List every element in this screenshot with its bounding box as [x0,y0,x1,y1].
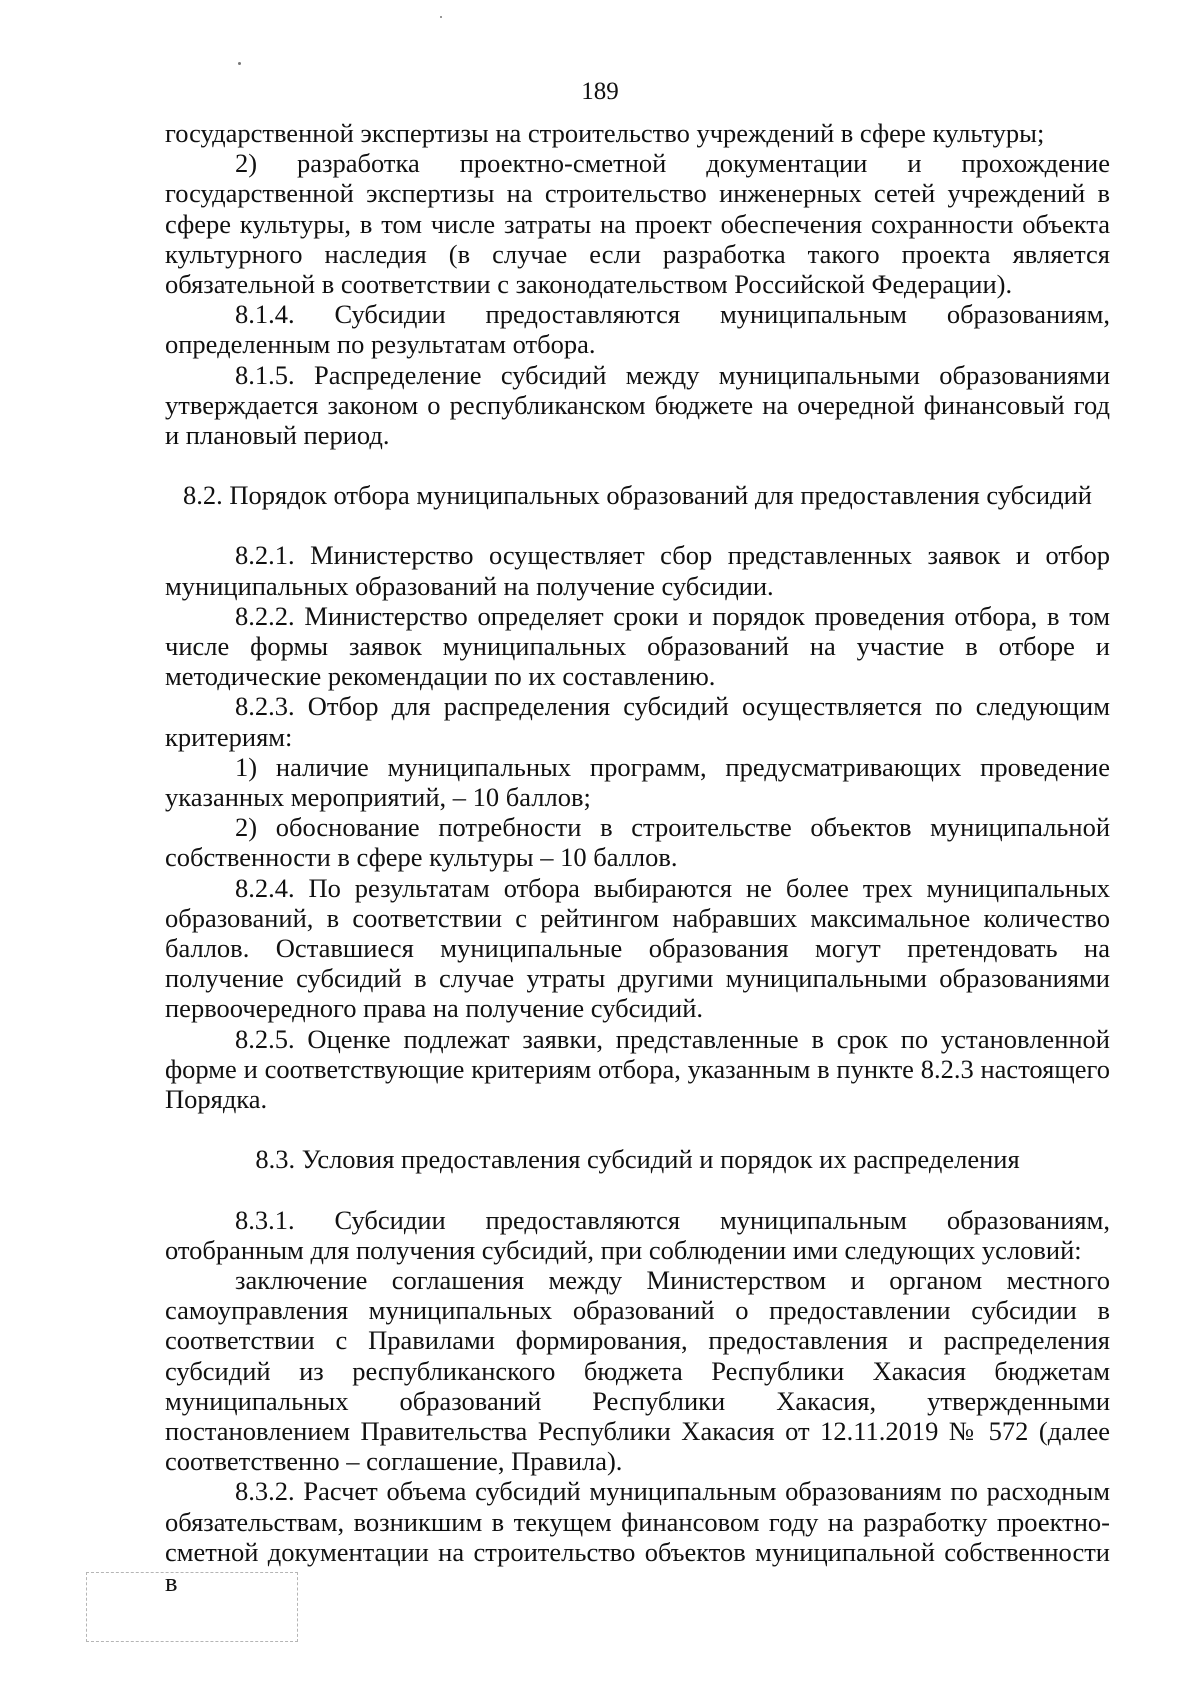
scan-speck [440,16,442,18]
stamp-line-3 [95,1611,289,1627]
criterion-1: 1) наличие муниципальных программ, предусматривающих проведение указанных мероприятий, – 10 баллов; [165,751,1110,813]
section-heading-8-2: 8.2. Порядок отбора муниципальных образований для предоставления субсидий [183,480,1092,511]
faded-registration-stamp [86,1572,298,1642]
paragraph-continuation: государственной экспертизы на строительство учреждений в сфере культуры; [165,118,1045,148]
paragraph-item-2: 2) разработка проектно-сметной документации и прохождение государственной экспертизы на строительство инженерных сетей учреждений в сфере культуры, в том числе затраты на проект обеспечения сохранности объекта культурного наследия (в случае если разработка такого проекта является обязательной в соответствии с законодательством Российской Федерации). [165,148,1110,300]
stamp-line-2 [95,1595,289,1611]
paragraph-8-2-2: 8.2.2. Министерство определяет сроки и порядок проведения отбора, в том числе формы заявок муниципальных образований на участие в отборе и методические рекомендации по их составлению. [165,600,1110,692]
scan-speck [238,62,241,65]
paragraph-8-2-5: 8.2.5. Оценке подлежат заявки, представленные в срок по установленной форме и соответствующие критериям отбора, указанным в пункте 8.2.3 настоящего Порядка. [165,1023,1110,1115]
paragraph-8-3-2: 8.3.2. Расчет объема субсидий муниципальным образованиям по расходным обязательствам, возникшим в текущем финансовом году на разработку проектно-сметной документации на строительство объектов муниципальной собственности в [165,1476,1110,1597]
stamp-line-1 [95,1579,289,1595]
paragraph-8-2-4: 8.2.4. По результатам отбора выбираются не более трех муниципальных образований, в соответствии с рейтингом набравших максимальное количество баллов. Оставшиеся муниципальные образования могут претендовать на получение субсидий в случае утраты другими муниципальными образованиями первоочередного права на получение субсидий. [165,872,1110,1024]
section-heading-8-3: 8.3. Условия предоставления субсидий и порядок их распределения [255,1144,1020,1175]
paragraph-8-1-4: 8.1.4. Субсидии предоставляются муниципальным образованиям, определенным по результатам отбора. [165,299,1110,360]
document-body [165,118,1110,1597]
paragraph-8-2-1: 8.2.1. Министерство осуществляет сбор представленных заявок и отбор муниципальных образований на получение субсидии. [165,540,1110,601]
paragraph-8-1-5: 8.1.5. Распределение субсидий между муниципальными образованиями утверждается законом о республиканском бюджете на очередной финансовый год и плановый период. [165,359,1110,451]
paragraph-8-3-1: 8.3.1. Субсидии предоставляются муниципальным образованиям, отобранным для получения субсидий, при соблюдении ими следующих условий: [165,1204,1110,1265]
page-number: 189 [581,78,619,105]
criterion-2: 2) обоснование потребности в строительстве объектов муниципальной собственности в сфере культуры – 10 баллов. [165,812,1110,873]
paragraph-8-2-3: 8.2.3. Отбор для распределения субсидий осуществляется по следующим критериям: [165,691,1110,752]
paragraph-condition: заключение соглашения между Министерством и органом местного самоуправления муниципальных образований о предоставлении субсидии в соответствии с Правилами формирования, предоставления и распределения субсидий из республиканского бюджета Республики Хакасия бюджетам муниципальных образований Республики Хакасия, утвержденными постановлением Правительства Республики Хакасия от 12.11.2019 № 572 (далее соответственно – соглашение, Правила). [165,1264,1110,1477]
